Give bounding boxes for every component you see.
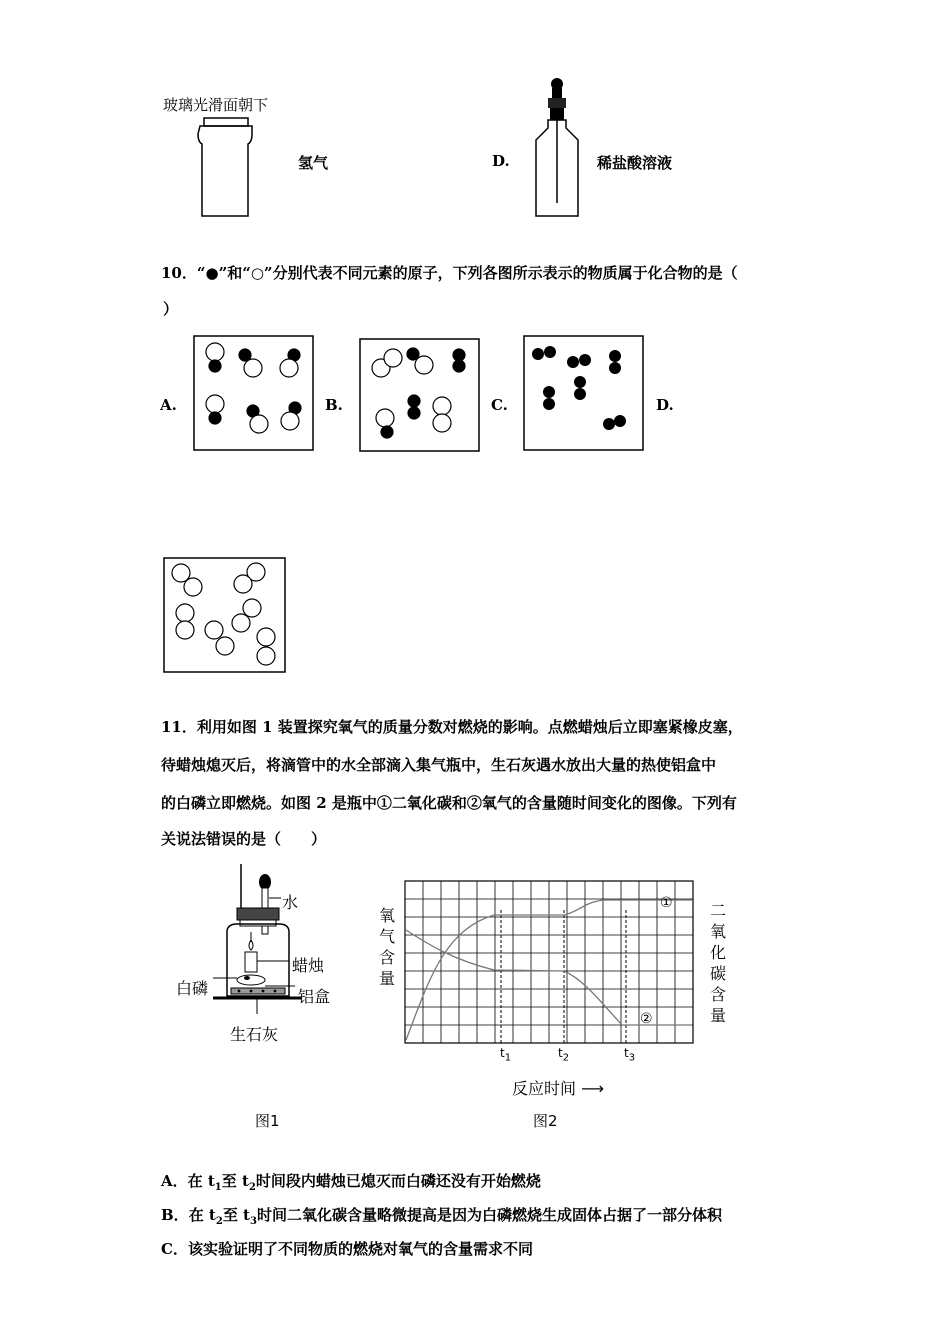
opt-b-pre: 在 t: [188, 1206, 216, 1224]
fig2-y-right-label: 二氧化碳含量: [709, 901, 726, 1025]
opt-a-letter: A．: [161, 1172, 188, 1190]
tick-t1: $t_1$: [500, 1046, 512, 1064]
option-d-q9: D.: [492, 152, 510, 170]
fig2-y-left-label: 氧气含量: [378, 906, 395, 988]
q10-stem-line1: 10．“●”和“○”分别代表不同元素的原子，下列各图所示表示的物质属于化合物的是（: [161, 264, 738, 282]
gas-label: 氢气: [298, 154, 329, 172]
curve-2-marker: ②: [640, 1011, 653, 1027]
tick-t3: $t_3$: [624, 1046, 636, 1064]
q10-option-a: A.: [160, 396, 177, 414]
q10-option-b: B.: [325, 396, 343, 414]
q11-option-a: [161, 1170, 541, 1193]
opt-a-sub1: 1: [214, 1182, 222, 1193]
molecule-box-d: [163, 557, 286, 673]
fig2-x-label: [512, 1076, 604, 1099]
molecule-box-b: [359, 338, 480, 452]
d-label: 稀盐酸溶液: [597, 154, 673, 172]
opt-b-mid: 至 t: [222, 1206, 250, 1224]
fig2-chart: [404, 880, 694, 1046]
tick-t2: $t_2$: [558, 1046, 570, 1064]
opt-b-letter: B．: [161, 1206, 189, 1224]
fig1-water-label: 水: [282, 893, 299, 912]
q11-stem-line2: 待蜡烛熄灭后，将滴管中的水全部滴入集气瓶中，生石灰遇水放出大量的热使铝盒中: [161, 756, 717, 774]
fig1-white-phosphorus-label: 白磷: [176, 979, 209, 998]
molecule-box-c: [523, 335, 644, 451]
q11-option-c: [161, 1238, 533, 1259]
dropper-bottle-figure: [528, 78, 588, 223]
fig2-x-label-text: 反应时间: [512, 1079, 577, 1098]
q11-stem-line3: 的白磷立即燃烧。如图 2 是瓶中①二氧化碳和②氧气的含量随时间变化的图像。下列有: [161, 794, 737, 812]
opt-b-post: 时间二氧化碳含量略微提高是因为白磷燃烧生成固体占据了一部分体积: [256, 1206, 722, 1224]
q11-stem-line4: 关说法错误的是（ ）: [161, 830, 327, 848]
opt-a-mid: 至 t: [221, 1172, 249, 1190]
fig2-caption: 图2: [533, 1112, 558, 1130]
fig1-candle-label: 蜡烛: [292, 956, 325, 975]
fig1-al-box-label: 铝盒: [298, 987, 331, 1006]
fig1-caption: 图1: [255, 1112, 280, 1130]
q10-option-d: D.: [656, 396, 674, 414]
q10-option-c: C.: [491, 396, 508, 414]
opt-a-post: 时间段内蜡烛已熄灭而白磷还没有开始燃烧: [255, 1172, 541, 1190]
jar-caption: 玻璃光滑面朝下: [163, 96, 269, 114]
opt-c-letter: C．: [161, 1240, 188, 1258]
opt-a-pre: 在 t: [187, 1172, 215, 1190]
q11-stem-line1: 11．利用如图 1 装置探究氧气的质量分数对燃烧的影响。点燃蜡烛后立即塞紧橡皮塞，: [161, 718, 743, 736]
q10-stem-line2: ）: [163, 300, 179, 318]
molecule-box-a: [193, 335, 314, 451]
curve-1-marker: ①: [660, 895, 673, 911]
fig1-quicklime-label: 生石灰: [230, 1025, 279, 1044]
opt-b-sub2: 3: [249, 1216, 257, 1227]
q11-option-b: [161, 1204, 722, 1227]
opt-b-sub1: 2: [215, 1216, 223, 1227]
arrow-right-icon: ⟶: [581, 1079, 605, 1098]
opt-c-text: 该实验证明了不同物质的燃烧对氧气的含量需求不同: [187, 1240, 533, 1258]
opt-a-sub2: 2: [248, 1182, 256, 1193]
gas-jar-figure: [190, 112, 260, 222]
